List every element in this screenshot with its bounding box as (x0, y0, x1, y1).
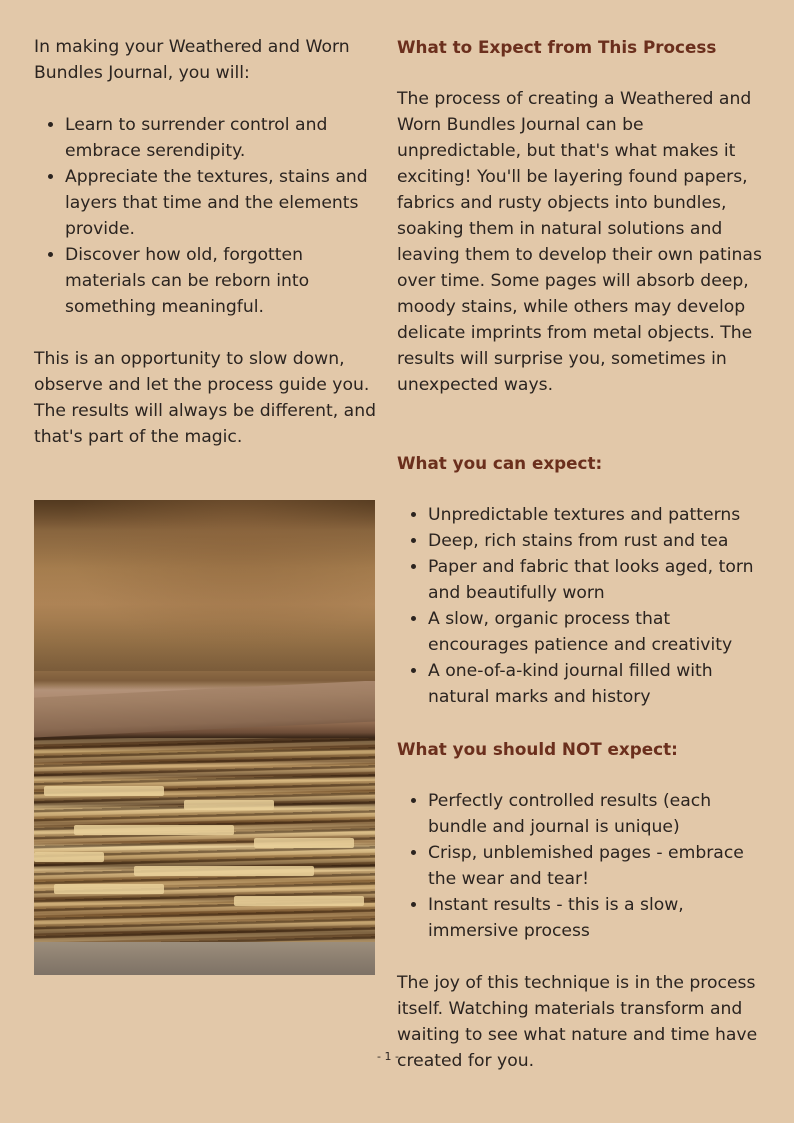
list-item: • Paper and fabric that looks aged, torn and beautifully worn (428, 554, 767, 606)
list-item: • Discover how old, forgotten materials can be reborn into something meaningful. (65, 242, 379, 320)
list-item: • Crisp, unblemished pages - embrace the wear and tear! (428, 840, 767, 892)
heading-process: What to Expect from This Process (397, 37, 717, 57)
aged-paper-stack-photo (34, 500, 375, 975)
list-item: • Instant results - this is a slow, immersive process (428, 892, 767, 944)
left-column (34, 34, 379, 450)
benefits-list (34, 112, 379, 320)
closing-joy-text: The joy of this technique is in the process itself. Watching materials transform and waiting to see what nature and time have created for you. (397, 973, 758, 1071)
page-number: - 1 - (377, 1050, 399, 1063)
list-item: • Learn to surrender control and embrace serendipity. (65, 112, 379, 164)
heading-can-expect: What you can expect: (397, 453, 603, 473)
list-item: • Deep, rich stains from rust and tea (428, 528, 767, 554)
list-item: • Unpredictable textures and patterns (428, 502, 767, 528)
heading-not-expect: What you should NOT expect: (397, 739, 678, 759)
expect-list (397, 502, 767, 710)
process-text: The process of creating a Weathered and Worn Bundles Journal can be unpredictable, but that's what makes it exciting! You'll be layering found papers, fabrics and rusty objects into bundles, soaking them in natural solutions and leaving them to develop their own patinas over time. Some pages will absorb deep, moody stains, while others may develop delicate imprints from metal objects. The results will surprise you, sometimes in unexpected ways. (397, 89, 762, 395)
list-item: • Appreciate the textures, stains and layers that time and the elements provide. (65, 164, 379, 242)
list-item: • A slow, organic process that encourages patience and creativity (428, 606, 767, 658)
list-item: • Perfectly controlled results (each bundle and journal is unique) (428, 788, 767, 840)
not-expect-list (397, 788, 767, 944)
closing-text: This is an opportunity to slow down, observe and let the process guide you. The results will always be different, and that's part of the magic. (34, 349, 377, 447)
right-column (397, 34, 767, 1074)
intro-text: In making your Weathered and Worn Bundles Journal, you will: (34, 37, 350, 83)
list-item: • A one-of-a-kind journal filled with natural marks and history (428, 658, 767, 710)
